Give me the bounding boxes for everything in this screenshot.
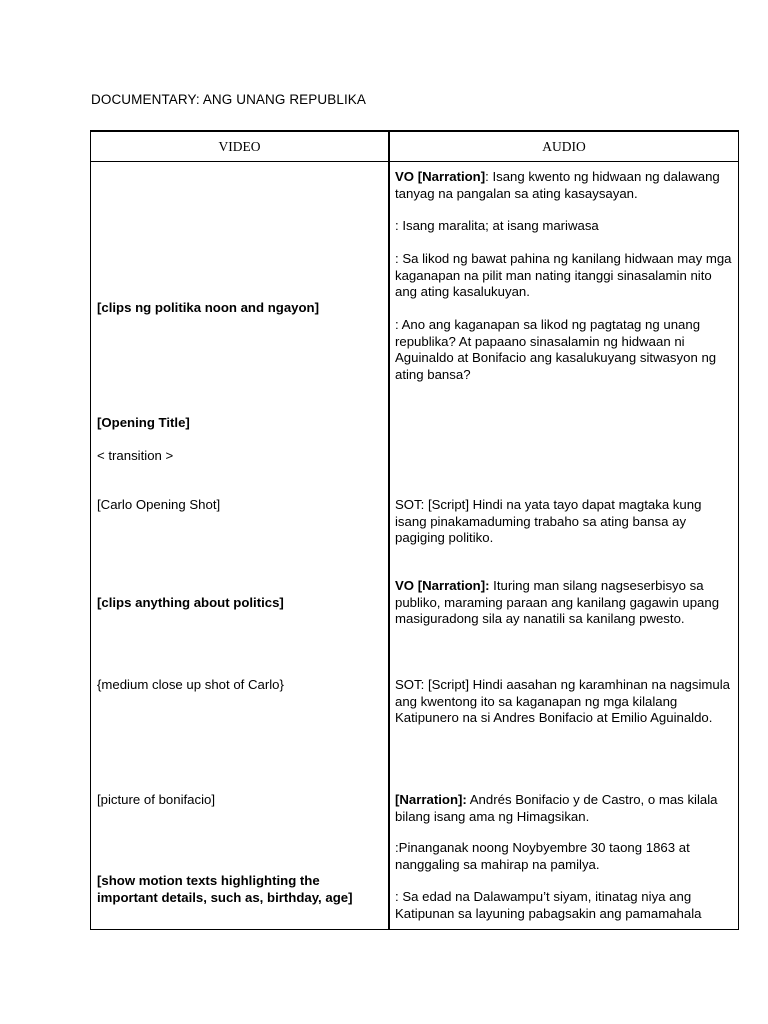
video-cue-medium-close-up: {medium close up shot of Carlo} <box>97 677 284 692</box>
script-table <box>90 130 739 930</box>
audio-line-2: : Isang maralita; at isang mariwasa <box>395 218 599 233</box>
audio-sot-2: SOT: [Script] Hindi aasahan ng karamhinan na nagsimula ang kwentong ito sa kaganapan ng mga kilalang Katipunero na si Andres Bonifacio at Emilio Aguinaldo. <box>395 677 730 725</box>
audio-line-4: : Ano ang kaganapan sa likod ng pagtatag ng unang republika? At papaano sinasalamin ng hidwaan ni Aguinaldo at Bonifacio ang kasalukuyang sitwasyon ng ating bansa? <box>395 317 717 382</box>
audio-narration-3 <box>395 792 735 825</box>
video-cue-political-clips: [clips ng politika noon and ngayon] <box>97 300 319 315</box>
video-cue-opening-title: [Opening Title] <box>97 415 190 430</box>
column-divider <box>388 131 390 929</box>
video-column-header: VIDEO <box>218 139 261 154</box>
narration-text: Ituring man silang nagseserbisyo sa publiko, maraming paraan ang kanilang gagawin upang masiguradong sila ay nanatili sa kanilang pwesto. <box>395 578 720 626</box>
audio-line-birth: :Pinanganak noong Noybyembre 30 taong 1863 at nanggaling sa mahirap na pamilya. <box>395 840 690 872</box>
header-divider <box>91 161 738 162</box>
audio-narration-1 <box>395 169 735 202</box>
narration-text: : Isang kwento ng hidwaan ng dalawang tanyag na pangalan sa ating kasaysayan. <box>395 169 720 201</box>
narration-label: [Narration]: <box>395 792 467 807</box>
audio-column-header: AUDIO <box>542 139 586 154</box>
audio-line-3: : Sa likod ng bawat pahina ng kanilang hidwaan may mga kaganapan na pilit man nating itanggi sinasalamin nito ang ating kasalukuyan. <box>395 251 732 299</box>
video-cue-politics-clips: [clips anything about politics] <box>97 595 284 610</box>
audio-sot-1: SOT: [Script] Hindi na yata tayo dapat magtaka kung isang pinakamaduming trabaho sa ating bansa ay pagiging politiko. <box>395 497 702 545</box>
video-cue-carlo-opening-shot: [Carlo Opening Shot] <box>97 497 221 512</box>
video-cue-transition: < transition > <box>97 448 174 463</box>
narration-label: VO [Narration] <box>395 169 486 184</box>
document-title: DOCUMENTARY: ANG UNANG REPUBLIKA <box>91 92 367 107</box>
video-cue-bonifacio-picture: [picture of bonifacio] <box>97 792 216 807</box>
table-top-border <box>91 130 738 132</box>
video-cue-motion-texts: [show motion texts highlighting the important details, such as, birthday, age] <box>97 873 353 905</box>
narration-label: VO [Narration]: <box>395 578 490 593</box>
narration-text: Andrés Bonifacio y de Castro, o mas kilala bilang isang ama ng Himagsikan. <box>395 792 718 824</box>
audio-line-katipunan: : Sa edad na Dalawampu’t siyam, itinatag niya ang Katipunan sa layuning pabagsakin ang pamamahala <box>395 889 702 921</box>
audio-narration-2 <box>395 578 735 628</box>
